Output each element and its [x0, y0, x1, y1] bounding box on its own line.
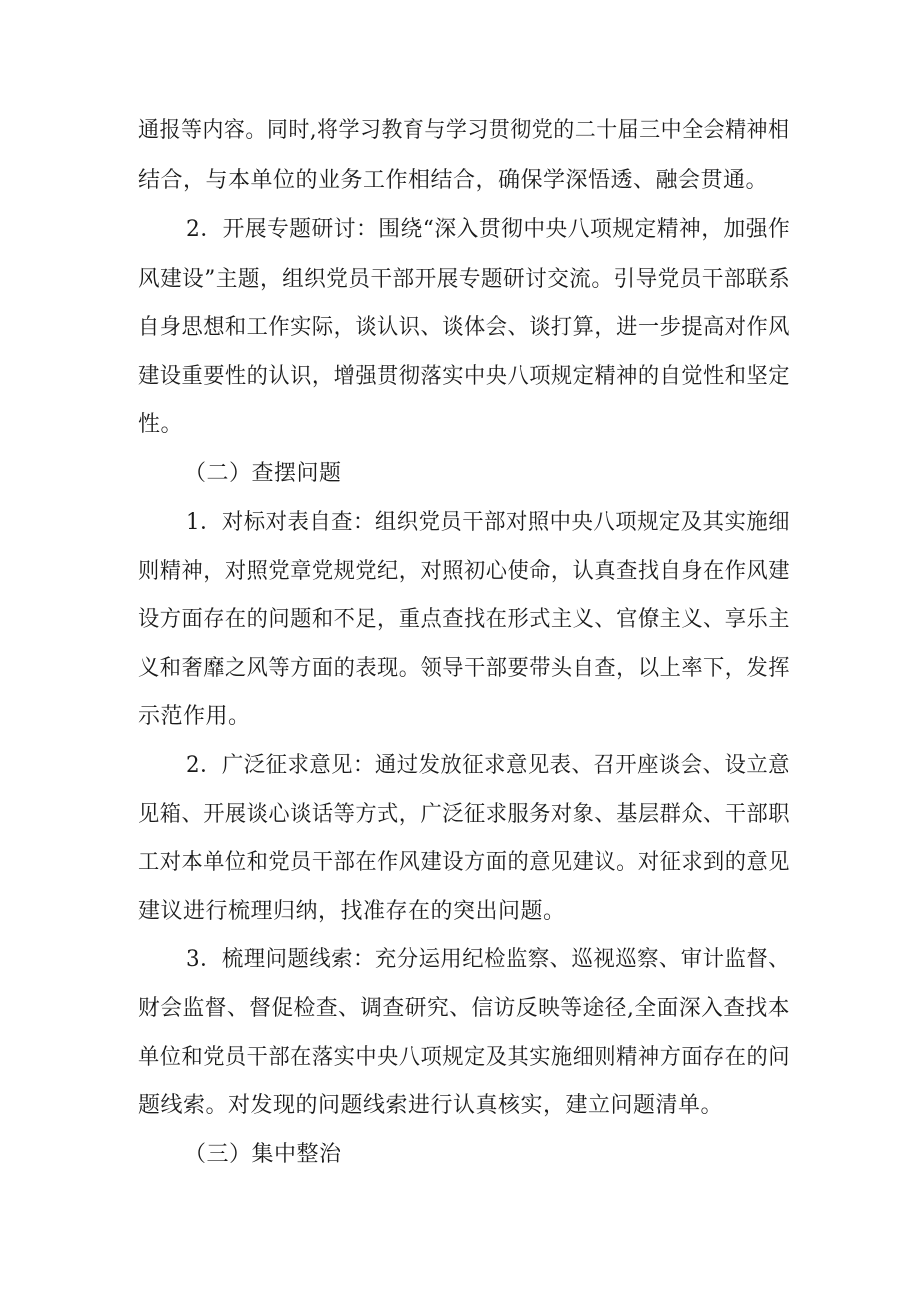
body-text-line: 风建设”主题，组织党员干部开展专题研讨交流。引导党员干部联系 — [138, 267, 791, 292]
body-text-line: 单位和党员干部在落实中央八项规定及其实施细则精神方面存在的问 — [138, 1045, 790, 1070]
list-item-self-check: 1．对标对表自查：组织党员干部对照中央八项规定及其实施细 — [186, 510, 791, 535]
body-text-line: 通报等内容。同时,将学习教育与学习贯彻党的二十届三中全会精神相 — [138, 118, 790, 143]
body-text-line: 示范作用。 — [138, 704, 251, 729]
body-text-line: 则精神，对照党章党规党纪，对照初心使命，认真查找自身在作风建 — [138, 559, 790, 584]
body-text-line: 见箱、开展谈心谈话等方式，广泛征求服务对象、基层群众、干部职 — [138, 802, 790, 827]
body-text-line: 建设重要性的认识，增强贯彻落实中央八项规定精神的自觉性和坚定 — [138, 364, 790, 389]
body-text-line: 财会监督、督促检查、调查研究、信访反映等途径,全面深入查找本 — [138, 996, 791, 1021]
list-item-problem-clues: 3．梳理问题线索：充分运用纪检监察、巡视巡察、审计监督、 — [186, 947, 791, 972]
section-heading-centralized-rectification: （三）集中整治 — [184, 1142, 342, 1167]
body-text-line: 自身思想和工作实际，谈认识、谈体会、谈打算，进一步提高对作风 — [138, 315, 790, 340]
body-text-line: 义和奢靡之风等方面的表现。领导干部要带头自查，以上率下，发挥 — [138, 656, 790, 681]
body-text-line: 设方面存在的问题和不足，重点查找在形式主义、官僚主义、享乐主 — [138, 607, 790, 632]
body-text-line: 题线索。对发现的问题线索进行认真核实，建立问题清单。 — [138, 1093, 724, 1118]
list-item-study-discussion: 2．开展专题研讨：围绕“深入贯彻中央八项规定精神，加强作 — [186, 217, 791, 242]
section-heading-find-problems: （二）查摆问题 — [184, 461, 342, 486]
body-text-line: 结合，与本单位的业务工作相结合，确保学深悟透、融会贯通。 — [138, 168, 769, 193]
list-item-collect-opinions: 2．广泛征求意见：通过发放征求意见表、召开座谈会、设立意 — [186, 753, 791, 778]
body-text-line: 建议进行梳理归纳，找准存在的突出问题。 — [138, 899, 566, 924]
body-text-line: 工对本单位和党员干部在作风建设方面的意见建议。对征求到的意见 — [138, 850, 790, 875]
body-text-line: 性。 — [138, 412, 184, 437]
